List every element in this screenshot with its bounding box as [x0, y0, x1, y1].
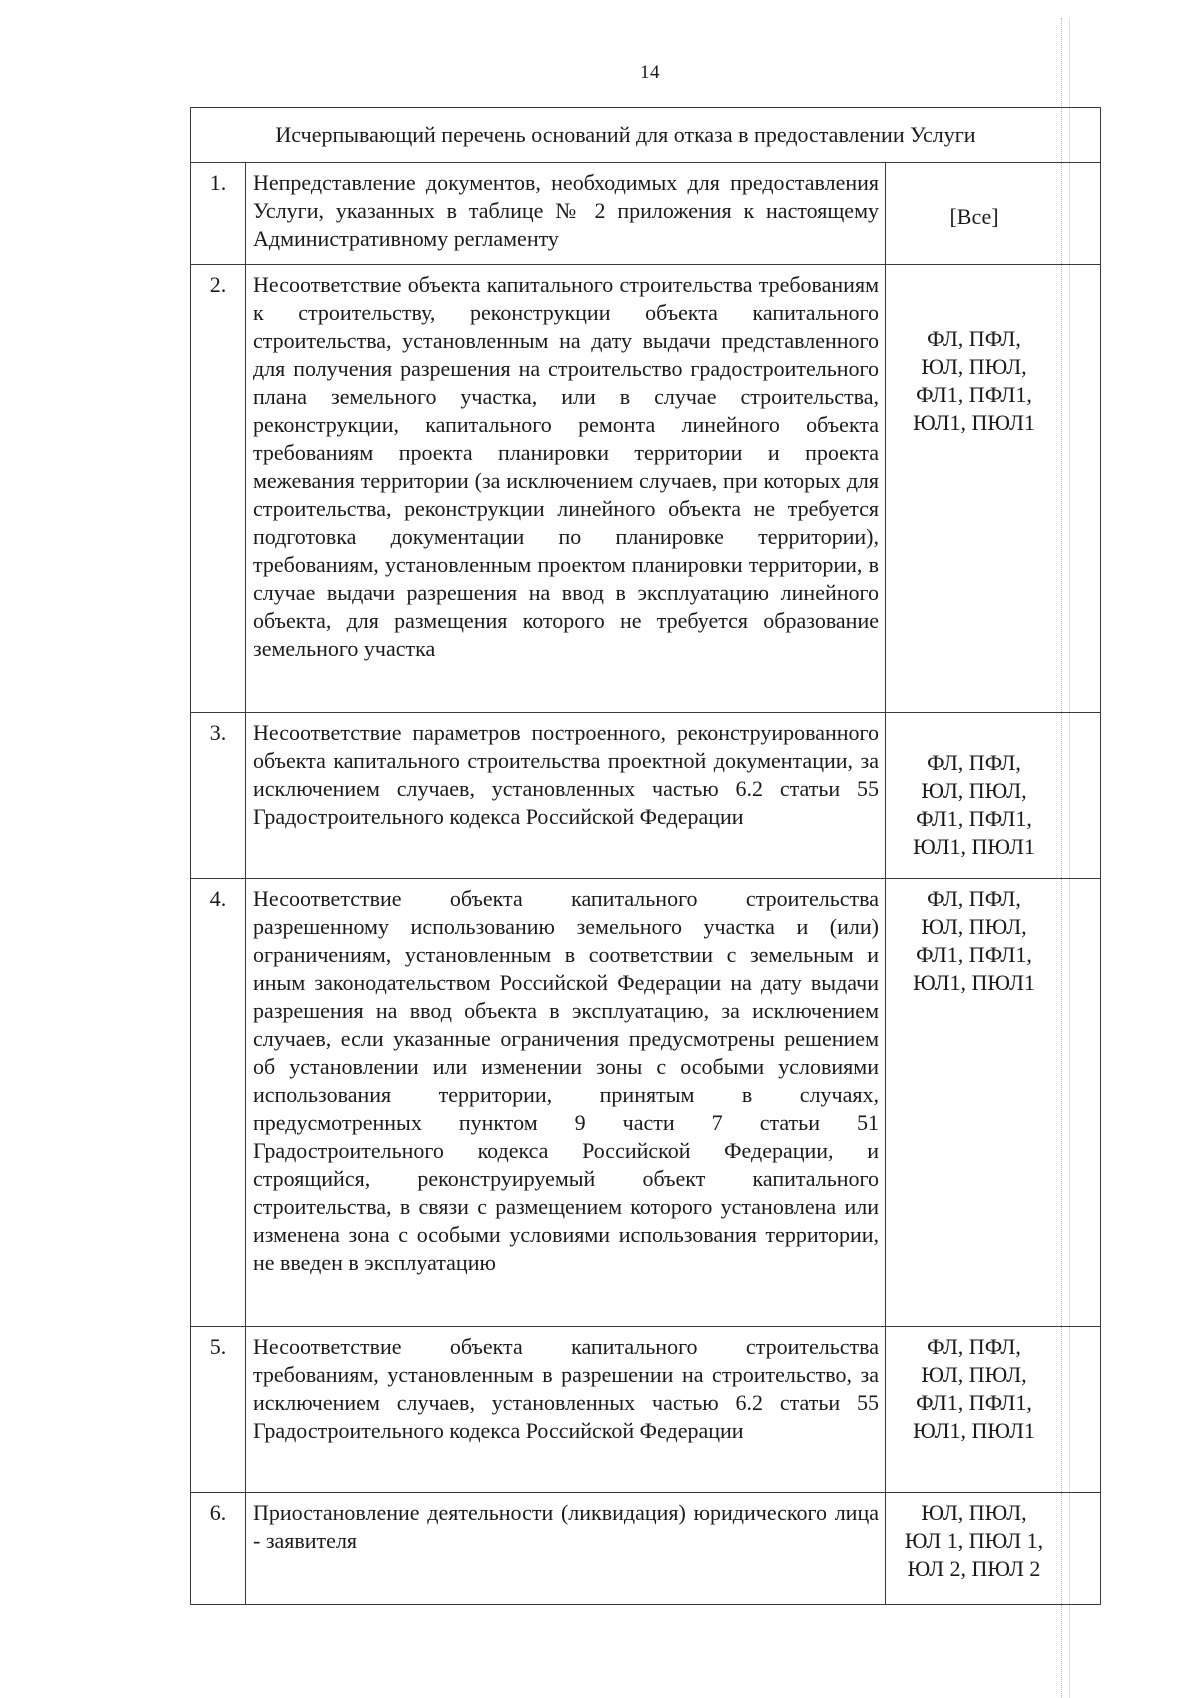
table-header-row	[191, 108, 1101, 163]
applicant-line: ФЛ1, ПФЛ1,	[916, 942, 1032, 967]
page-number: 14	[640, 62, 660, 83]
applicant-line: [Все]	[949, 203, 999, 229]
row-reason: Приостановление деятельности (ликвидация) юридического лица - заявителя	[246, 1493, 886, 1605]
table-header: Исчерпывающий перечень оснований для отказа в предоставлении Услуги	[191, 108, 1101, 163]
table-row	[191, 1327, 1101, 1493]
row-applicants	[886, 265, 1101, 713]
applicant-line: ЮЛ 2, ПЮЛ 2	[907, 1556, 1041, 1581]
row-number: 2.	[191, 265, 246, 713]
row-number: 3.	[191, 713, 246, 879]
applicant-line: ФЛ1, ПФЛ1,	[916, 806, 1032, 831]
row-reason: Несоответствие объекта капитального строительства разрешенному использованию земельного участка и (или) ограничениям, установленным в соответствии с земельным и иным законодательством Российской Федерации на дату выдачи разрешения на ввод объекта в эксплуатацию, за исключением случаев, если указанные ограничения предусмотрены решением об установлении или изменении зоны с особыми условиями использования территории, принятым в случаях, предусмотренных пунктом 9 части 7 статьи 51 Градостроительного кодекса Российской Федерации, и строящийся, реконструируемый объект капитального строительства, в связи с размещением которого установлена или изменена зона с особыми условиями использования территории, не введен в эксплуатацию	[246, 879, 886, 1327]
row-number: 6.	[191, 1493, 246, 1605]
applicant-line: ФЛ, ПФЛ,	[927, 886, 1021, 911]
row-number: 4.	[191, 879, 246, 1327]
applicant-line: ФЛ1, ПФЛ1,	[916, 1390, 1032, 1415]
applicant-line: ЮЛ, ПЮЛ,	[921, 1362, 1027, 1387]
applicant-line: ЮЛ, ПЮЛ,	[921, 914, 1027, 939]
row-reason: Несоответствие параметров построенного, реконструированного объекта капитального строительства проектной документации, за исключением случаев, установленных частью 6.2 статьи 55 Градостроительного кодекса Российской Федерации	[246, 713, 886, 879]
table-row	[191, 879, 1101, 1327]
row-applicants	[886, 1327, 1101, 1493]
table-row	[191, 163, 1101, 265]
row-reason: Непредставление документов, необходимых для предоставления Услуги, указанных в таблице № 2 приложения к настоящему Административному регламенту	[246, 163, 886, 265]
row-applicants	[886, 1493, 1101, 1605]
applicant-line: ЮЛ1, ПЮЛ1	[913, 1418, 1035, 1443]
row-number: 1.	[191, 163, 246, 265]
row-reason: Несоответствие объекта капитального строительства требованиям к строительству, реконструкции объекта капитального строительства, установленным на дату выдачи представленного для получения разрешения на строительство градостроительного плана земельного участка, или в случае строительства, реконструкции, капитального ремонта линейного объекта требованиям проекта планировки территории и проекта межевания территории (за исключением случаев, при которых для строительства, реконструкции линейного объекта не требуется подготовка документации по планировке территории), требованиям, установленным проектом планировки территории, в случае выдачи разрешения на ввод в эксплуатацию линейного объекта, для размещения которого не требуется образование земельного участка	[246, 265, 886, 713]
row-number: 5.	[191, 1327, 246, 1493]
applicant-line: ЮЛ1, ПЮЛ1	[913, 410, 1035, 435]
applicant-line: ФЛ, ПФЛ,	[927, 750, 1021, 775]
table-row	[191, 265, 1101, 713]
row-applicants	[886, 879, 1101, 1327]
applicant-line: ФЛ, ПФЛ,	[927, 326, 1021, 351]
table-row	[191, 713, 1101, 879]
applicant-line: ЮЛ, ПЮЛ,	[921, 1500, 1027, 1525]
applicant-line: ЮЛ 1, ПЮЛ 1,	[904, 1528, 1044, 1553]
table-row	[191, 1493, 1101, 1605]
row-applicants	[886, 163, 1101, 265]
row-reason: Несоответствие объекта капитального строительства требованиям, установленным в разрешении на строительство, за исключением случаев, установленных частью 6.2 статьи 55 Градостроительного кодекса Российской Федерации	[246, 1327, 886, 1493]
applicant-line: ЮЛ, ПЮЛ,	[921, 354, 1027, 379]
refusal-grounds-table	[190, 107, 1101, 1605]
row-applicants	[886, 713, 1101, 879]
applicant-line: ЮЛ1, ПЮЛ1	[913, 970, 1035, 995]
applicant-line: ФЛ, ПФЛ,	[927, 1334, 1021, 1359]
applicant-line: ФЛ1, ПФЛ1,	[916, 382, 1032, 407]
applicant-line: ЮЛ, ПЮЛ,	[921, 778, 1027, 803]
applicant-line: ЮЛ1, ПЮЛ1	[913, 834, 1035, 859]
